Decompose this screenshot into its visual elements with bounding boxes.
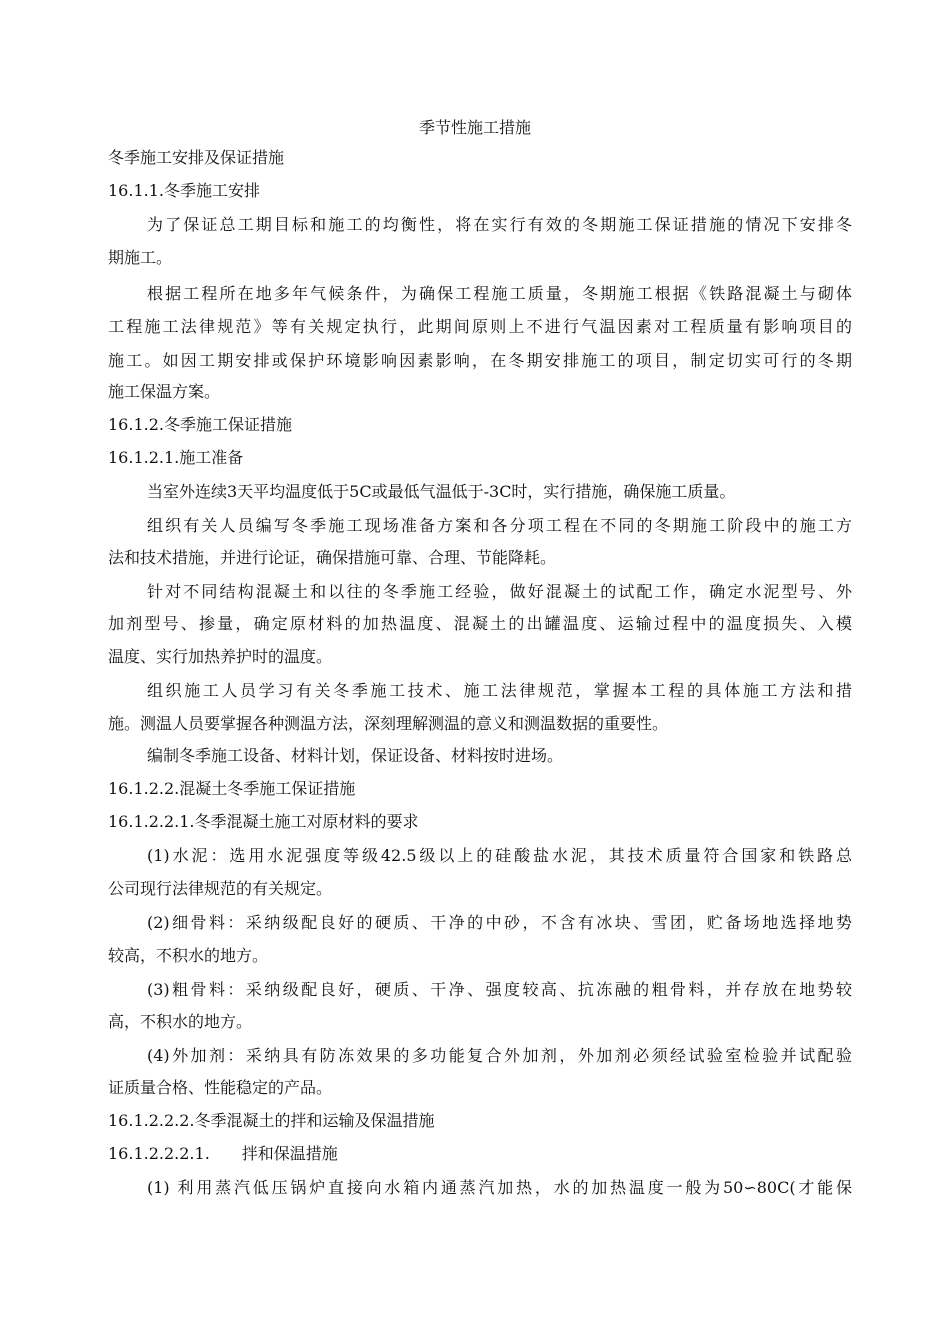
section-heading: 16.1.2.2.2.1. 拌和保温措施 xyxy=(108,1144,338,1163)
section-heading: 16.1.2.冬季施工保证措施 xyxy=(108,415,292,434)
section-heading: 16.1.2.2.1.冬季混凝土施工对原材料的要求 xyxy=(108,812,419,831)
paragraph-line: 工程施工法律规范》等有关规定执行，此期间原则上不进行气温因素对工程质量有影响项目的 xyxy=(108,317,852,336)
paragraph-line: (1) 利用蒸汽低压锅炉直接向水箱内通蒸汽加热，水的加热温度一般为50∽80C(才能保 xyxy=(147,1178,852,1197)
paragraph-line: (2)细骨料：采纳级配良好的硬质、干净的中砂，不含有冰块、雪团，贮备场地选择地势 xyxy=(147,913,852,932)
paragraph-line: (1)水泥：选用水泥强度等级42.5级以上的硅酸盐水泥，其技术质量符合国家和铁路总 xyxy=(147,846,852,865)
paragraph-line: 根据工程所在地多年气候条件，为确保工程施工质量，冬期施工根据《铁路混凝土与砌体 xyxy=(147,284,852,303)
paragraph-line: 施工。如因工期安排或保护环境影响因素影响，在冬期安排施工的项目，制定切实可行的冬期 xyxy=(108,351,852,370)
paragraph-line: 编制冬季施工设备、材料计划，保证设备、材料按时进场。 xyxy=(147,746,564,765)
paragraph-line: 法和技术措施，并进行论证，确保措施可靠、合理、节能降耗。 xyxy=(108,548,557,567)
paragraph-line: 组织施工人员学习有关冬季施工技术、施工法律规范，掌握本工程的具体施工方法和措 xyxy=(147,681,852,700)
section-heading: 16.1.2.2.2.冬季混凝土的拌和运输及保温措施 xyxy=(108,1111,435,1130)
paragraph-line: 加剂型号、掺量，确定原材料的加热温度、混凝土的出罐温度、运输过程中的温度损失、入模 xyxy=(108,614,852,633)
paragraph-line: 当室外连续3天平均温度低于5C或最低气温低于-3C时，实行措施，确保施工质量。 xyxy=(147,482,736,501)
section-heading: 16.1.2.1.施工准备 xyxy=(108,448,244,467)
section-heading: 16.1.2.2.混凝土冬季施工保证措施 xyxy=(108,779,356,798)
paragraph-line: (3)粗骨料：采纳级配良好，硬质、干净、强度较高、抗冻融的粗骨料，并存放在地势较 xyxy=(147,980,852,999)
paragraph-line: 施工保温方案。 xyxy=(108,382,221,401)
paragraph-line: 温度、实行加热养护时的温度。 xyxy=(108,647,333,666)
paragraph-line: 针对不同结构混凝土和以往的冬季施工经验，做好混凝土的试配工作，确定水泥型号、外 xyxy=(147,582,852,601)
paragraph-line: 为了保证总工期目标和施工的均衡性，将在实行有效的冬期施工保证措施的情况下安排冬 xyxy=(147,215,852,234)
page-title: 季节性施工措施 xyxy=(418,118,531,137)
paragraph-line: 组织有关人员编写冬季施工现场准备方案和各分项工程在不同的冬期施工阶段中的施工方 xyxy=(147,516,852,535)
paragraph-line: 较高，不积水的地方。 xyxy=(108,946,269,965)
paragraph-line: 施。测温人员要掌握各种测温方法，深刻理解测温的意义和测温数据的重要性。 xyxy=(108,714,669,733)
section-heading: 冬季施工安排及保证措施 xyxy=(108,148,285,167)
paragraph-line: 期施工。 xyxy=(108,248,173,267)
paragraph-line: 公司现行法律规范的有关规定。 xyxy=(108,879,333,898)
paragraph-line: 证质量合格、性能稳定的产品。 xyxy=(108,1078,333,1097)
paragraph-line: 高，不积水的地方。 xyxy=(108,1012,253,1031)
paragraph-line: (4)外加剂：采纳具有防冻效果的多功能复合外加剂，外加剂必须经试验室检验并试配验 xyxy=(147,1046,852,1065)
section-heading: 16.1.1.冬季施工安排 xyxy=(108,181,260,200)
